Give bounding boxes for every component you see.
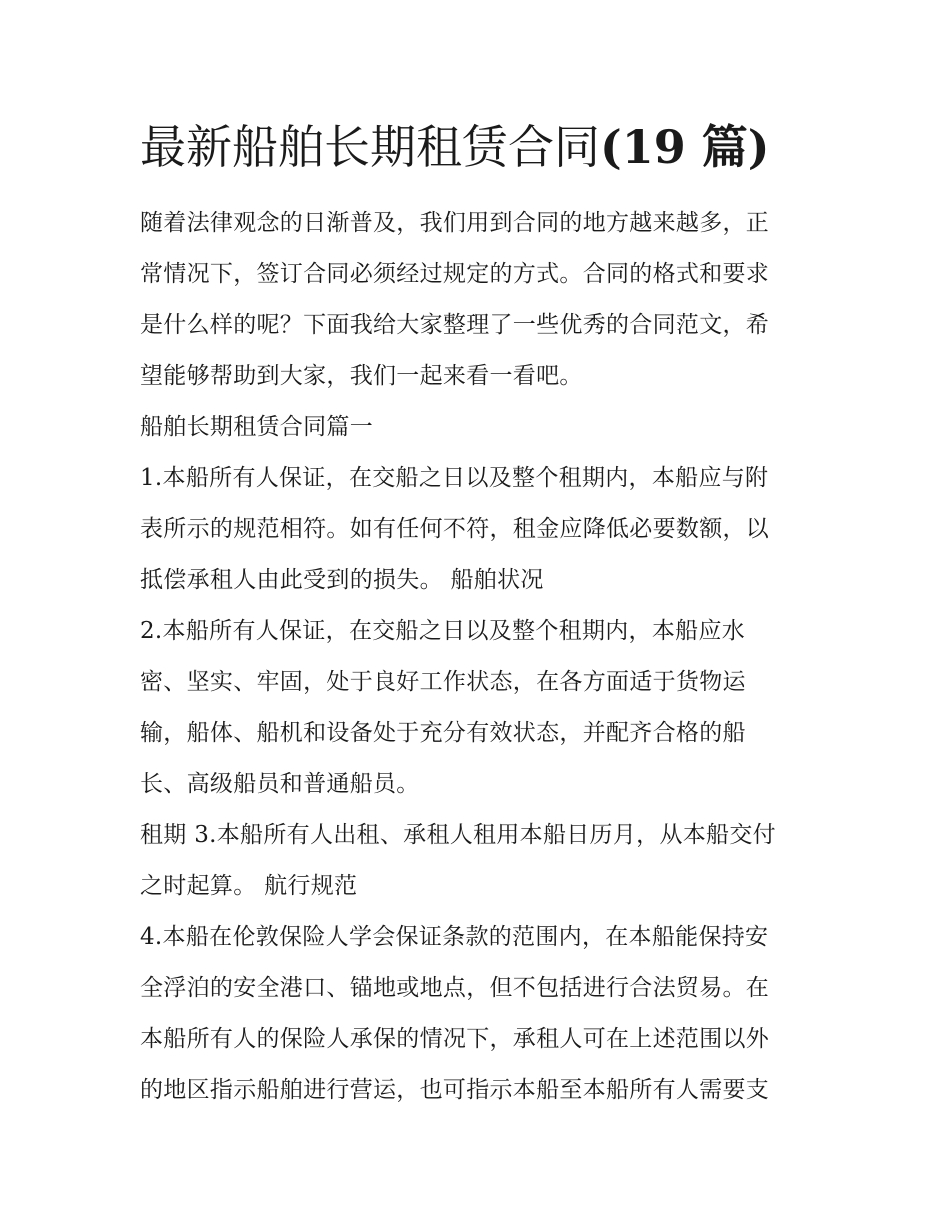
- clause-line: 本船所有人的保险人承保的情况下，承租人可在上述范围以外: [140, 1026, 770, 1052]
- clause-line: 表所示的规范相符。如有任何不符，租金应降低必要数额，以: [140, 516, 770, 542]
- clause-line: 输，船体、船机和设备处于充分有效状态，并配齐合格的船: [140, 720, 746, 746]
- paragraph-line: 望能够帮助到大家，我们一起来看一看吧。: [140, 363, 583, 389]
- clause-line: 密、坚实、牢固，处于良好工作状态，在各方面适于货物运: [140, 669, 746, 695]
- clause-line: 租期 3.本船所有人出租、承租人租用本船日历月，从本船交付: [140, 822, 776, 848]
- paragraph-line: 是什么样的呢？下面我给大家整理了一些优秀的合同范文，希: [140, 312, 770, 338]
- clause-line: 1.本船所有人保证，在交船之日以及整个租期内，本船应与附: [140, 465, 769, 491]
- clause-line: 2.本船所有人保证，在交船之日以及整个租期内，本船应水: [140, 618, 746, 644]
- clause-line: 全浮泊的安全港口、锚地或地点，但不包括进行合法贸易。在: [140, 975, 770, 1001]
- clause-line: 的地区指示船舶进行营运，也可指示本船至本船所有人需要支: [140, 1077, 770, 1103]
- clause-line: 之时起算。 航行规范: [140, 873, 358, 899]
- document-title: [140, 112, 812, 182]
- clause-line: 抵偿承租人由此受到的损失。 船舶状况: [140, 567, 544, 593]
- clause-line: 4.本船在伦敦保险人学会保证条款的范围内，在本船能保持安: [140, 924, 769, 950]
- document-page: [140, 112, 812, 1116]
- section-heading: 船舶长期租赁合同篇一: [140, 414, 373, 440]
- title-main-text: 最新船舶长期租赁合同: [140, 120, 600, 174]
- clause-line: 长、高级船员和普通船员。: [140, 771, 420, 797]
- paragraph-line: 常情况下，签订合同必须经过规定的方式。合同的格式和要求: [140, 261, 770, 287]
- title-count: (19 篇): [600, 120, 770, 174]
- paragraph-line: 随着法律观念的日渐普及，我们用到合同的地方越来越多，正: [140, 210, 770, 236]
